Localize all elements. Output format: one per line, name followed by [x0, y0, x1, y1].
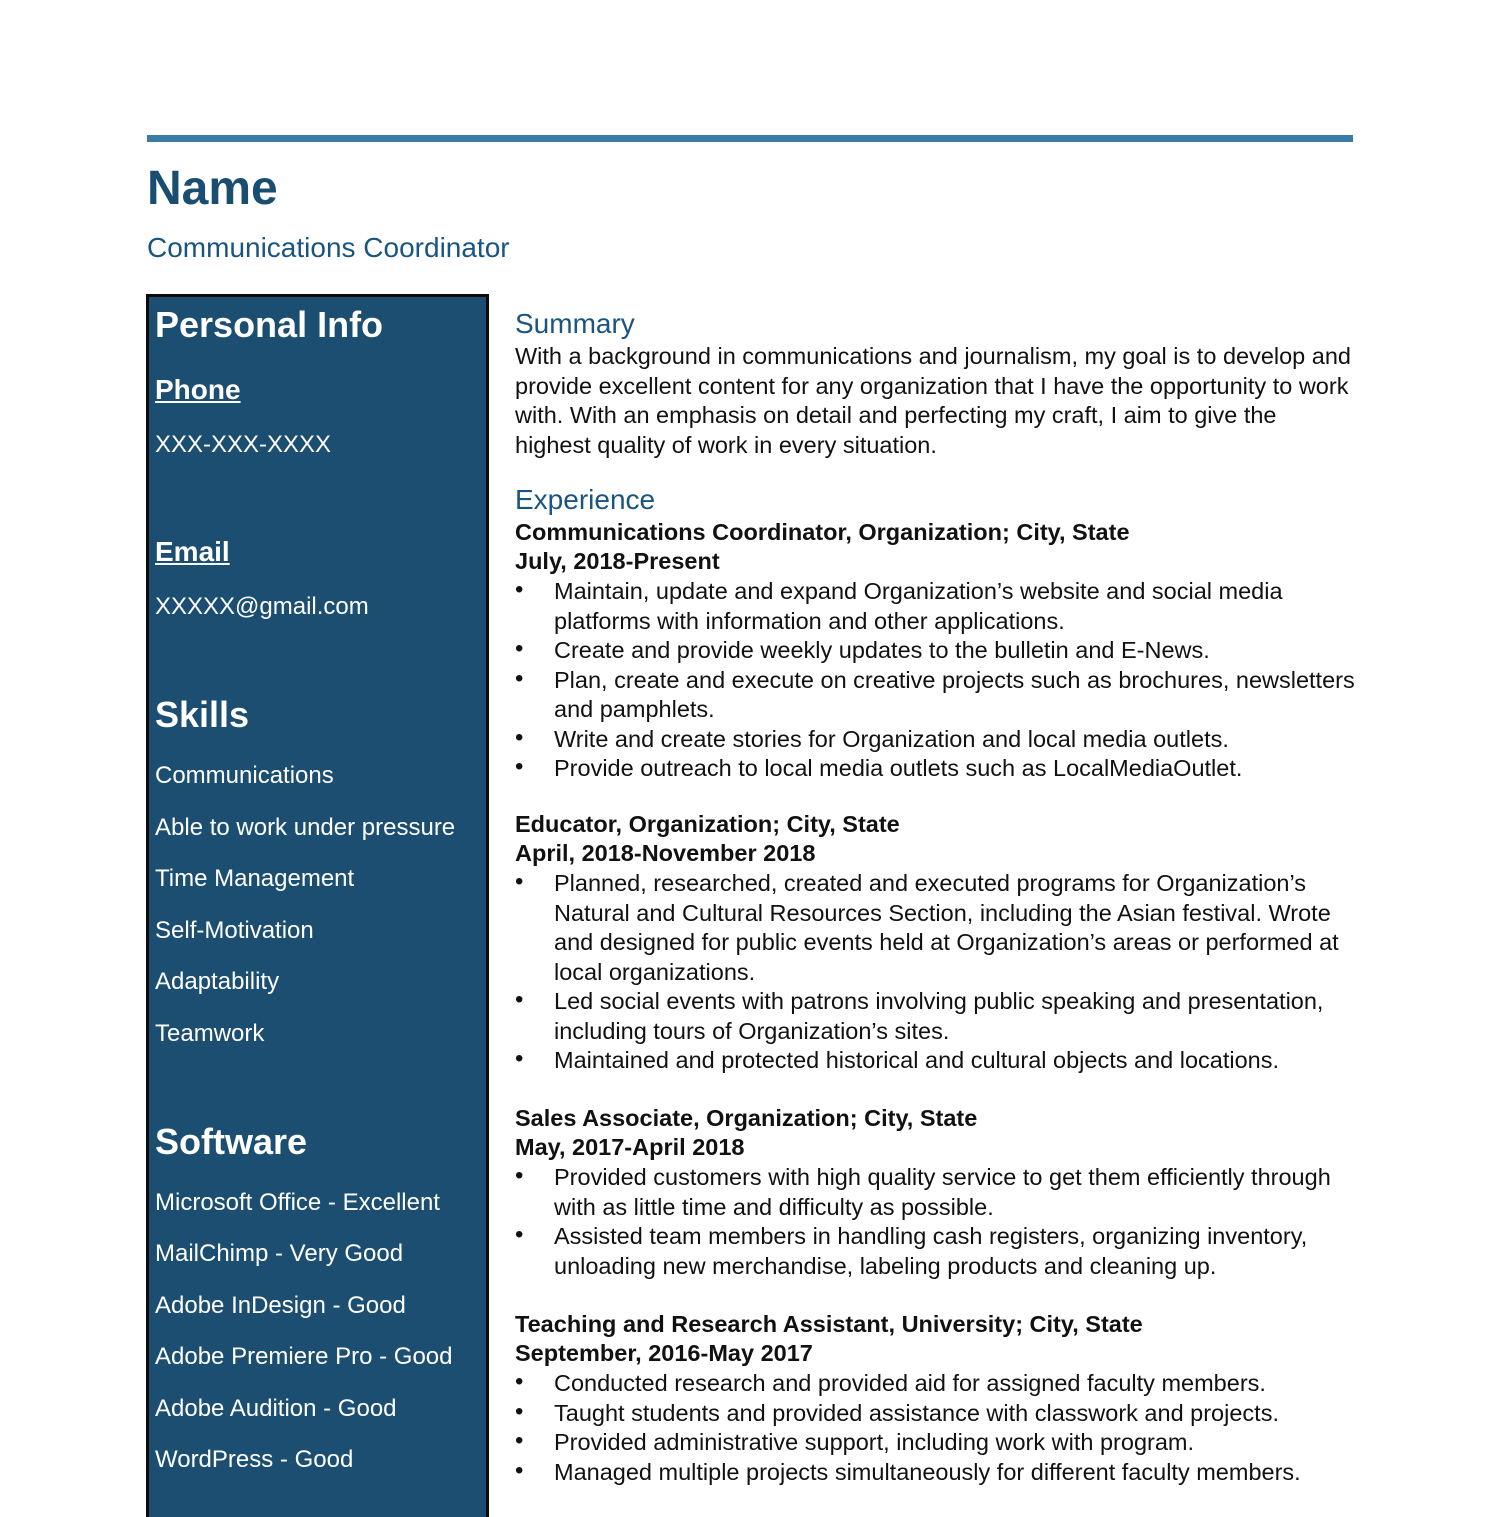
skill-item: Able to work under pressure: [155, 814, 456, 841]
job-title: Sales Associate, Organization; City, State: [515, 1105, 978, 1131]
skill-item: Teamwork: [155, 1020, 265, 1047]
email-label: Email: [155, 536, 230, 567]
software-item: Adobe Audition - Good: [155, 1395, 397, 1422]
list-item: • Maintained and protected historical and cultural objects and locations.: [515, 1045, 1280, 1073]
bullet-glyph: •: [515, 576, 524, 603]
bullet-glyph: •: [515, 664, 524, 692]
job-title: Teaching and Research Assistant, University; City, State: [515, 1311, 1143, 1337]
software-item: WordPress - Good: [155, 1446, 354, 1473]
bullet-glyph: •: [515, 868, 524, 895]
bullet-glyph: •: [515, 635, 524, 662]
email-value: XXXXX@gmail.com: [155, 593, 369, 620]
bullet-glyph: •: [515, 1221, 524, 1248]
software-heading: Software: [155, 1121, 308, 1162]
bullet-glyph: •: [515, 1045, 524, 1072]
list-item: • Maintain, update and expand Organization’s website and social media platforms with information and other applications.: [515, 576, 1283, 634]
list-item: • Plan, create and execute on creative projects such as brochures, newsletters and pamphlets.: [515, 664, 1355, 722]
job-dates: May, 2017-April 2018: [515, 1134, 745, 1160]
bullet-glyph: •: [515, 1427, 524, 1454]
list-item: • Taught students and provided assistance with classwork and projects.: [515, 1397, 1279, 1426]
list-item: • Provided administrative support, including work with program.: [515, 1427, 1195, 1455]
software-item: Adobe Premiere Pro - Good: [155, 1343, 453, 1370]
job-dates: September, 2016-May 2017: [515, 1340, 813, 1366]
skill-item: Adaptability: [155, 968, 280, 995]
experience-heading: Experience: [515, 484, 656, 515]
job-title: Communications Coordinator, Organization; City, State: [515, 519, 1130, 545]
list-item: • Provide outreach to local media outlets such as LocalMediaOutlet.: [515, 753, 1243, 781]
candidate-title: Communications Coordinator: [147, 232, 510, 263]
phone-label: Phone: [155, 374, 241, 405]
job-title: Educator, Organization; City, State: [515, 811, 900, 837]
summary-heading: Summary: [515, 308, 635, 339]
skill-item: Communications: [155, 762, 334, 789]
bullet-glyph: •: [515, 753, 524, 780]
job-dates: July, 2018-Present: [515, 548, 720, 574]
job-bullets: [515, 577, 1365, 784]
list-item: • Managed multiple projects simultaneously for different faculty members.: [515, 1456, 1301, 1485]
header-rule: [147, 135, 1353, 142]
sidebar: [146, 294, 489, 1517]
skill-item: Time Management: [155, 865, 355, 892]
job-bullets: [515, 869, 1365, 1076]
job-dates: April, 2018-November 2018: [515, 840, 816, 866]
software-item: Microsoft Office - Excellent: [155, 1189, 440, 1216]
list-item: • Create and provide weekly updates to the bulletin and E-News.: [515, 635, 1210, 663]
summary-text: With a background in communications and journalism, my goal is to develop and provide excellent content for any organization that I have the opportunity to work with. With an emphasis on detail and perfecting my craft, I aim to give the highest quality of work in every situation.: [515, 343, 1351, 458]
bullet-glyph: •: [515, 1368, 524, 1395]
list-item: • Planned, researched, created and executed programs for Organization’s Natural and Cultural Resources Section, including the Asian festival. Wrote and designed for public events held at Organization’s areas or performed at local organizations.: [515, 868, 1339, 985]
bullet-glyph: •: [515, 986, 524, 1013]
job-bullets: [515, 1163, 1365, 1281]
list-item: • Provided customers with high quality service to get them efficiently through with as little time and difficulty as possible.: [515, 1162, 1331, 1220]
bullet-glyph: •: [515, 1162, 524, 1189]
bullet-glyph: •: [515, 723, 524, 751]
list-item: • Led social events with patrons involving public speaking and presentation, including tours of Organization’s sites.: [515, 986, 1324, 1044]
list-item: • Write and create stories for Organization and local media outlets.: [515, 723, 1229, 752]
software-item: Adobe InDesign - Good: [155, 1292, 406, 1319]
bullet-glyph: •: [515, 1456, 524, 1484]
list-item: • Assisted team members in handling cash registers, organizing inventory, unloading new merchandise, labeling products and cleaning up.: [515, 1221, 1308, 1279]
list-item: • Conducted research and provided aid for assigned faculty members.: [515, 1368, 1266, 1396]
bullet-glyph: •: [515, 1397, 524, 1425]
job-bullets: [515, 1369, 1365, 1487]
skills-heading: Skills: [155, 694, 250, 735]
personal-info-heading: Personal Info: [155, 304, 384, 345]
candidate-name: Name: [147, 162, 278, 215]
skill-item: Self-Motivation: [155, 917, 314, 944]
software-item: MailChimp - Very Good: [155, 1240, 404, 1267]
phone-value: XXX-XXX-XXXX: [155, 431, 332, 458]
